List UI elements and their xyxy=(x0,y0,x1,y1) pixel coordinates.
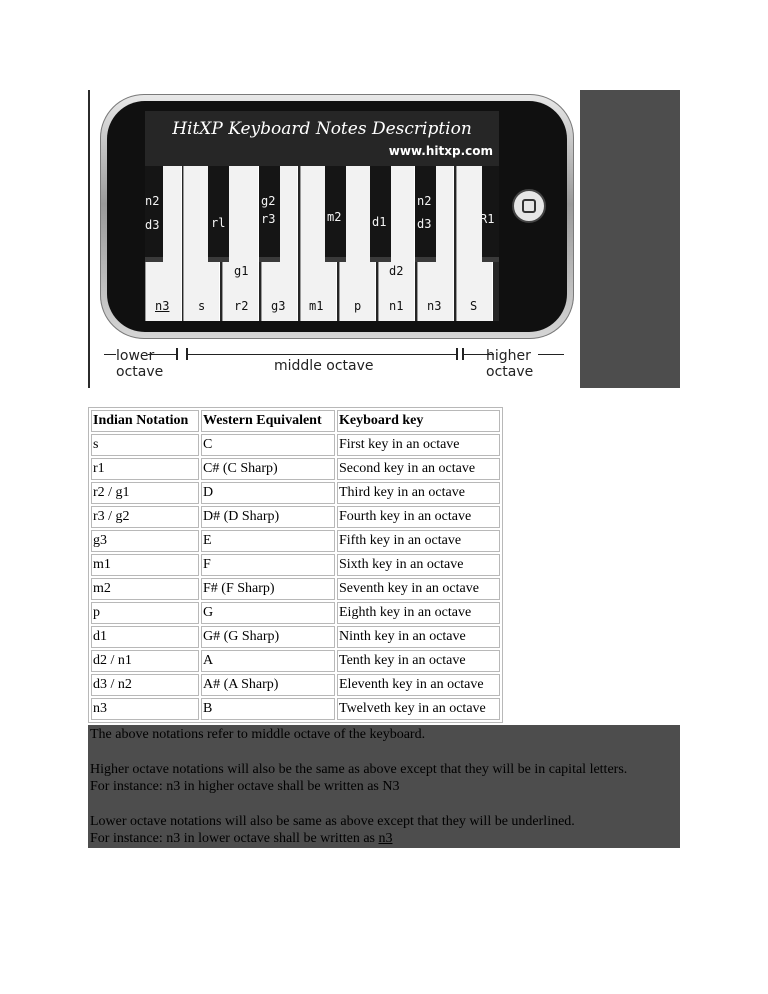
key-cell: Twelveth key in an octave xyxy=(337,698,500,720)
higher-octave-label: higher octave xyxy=(486,348,534,380)
figure-title: HitXP Keyboard Notes Description xyxy=(172,119,472,139)
note-lower-example: For instance: n3 in lower octave shall be written as n3 xyxy=(90,831,393,846)
indian-cell: g3 xyxy=(91,530,199,552)
western-cell: C# (C Sharp) xyxy=(201,458,335,480)
western-cell: G xyxy=(201,602,335,624)
gray-side-panel xyxy=(580,90,680,388)
table-row xyxy=(91,674,500,696)
western-cell: G# (G Sharp) xyxy=(201,626,335,648)
key-cell: Fifth key in an octave xyxy=(337,530,500,552)
phone-illustration xyxy=(100,94,574,339)
key-cell: Ninth key in an octave xyxy=(337,626,500,648)
keyboard-figure xyxy=(88,90,680,388)
column-header: Western Equivalent xyxy=(201,410,335,432)
table-row xyxy=(91,506,500,528)
western-cell: F xyxy=(201,554,335,576)
western-cell: A# (A Sharp) xyxy=(201,674,335,696)
indian-cell: p xyxy=(91,602,199,624)
indian-cell: d3 / n2 xyxy=(91,674,199,696)
note-higher-example: For instance: n3 in higher octave shall be written as N3 xyxy=(90,779,400,794)
ruler-line xyxy=(188,354,456,355)
note-lower-octave: Lower octave notations will also be same as above except that they will be underlined. xyxy=(90,814,575,829)
key-cell: Eleventh key in an octave xyxy=(337,674,500,696)
black-key xyxy=(325,166,346,262)
table-row xyxy=(91,458,500,480)
black-key xyxy=(259,166,280,262)
black-key-label: n2 xyxy=(417,194,432,208)
column-header: Keyboard key xyxy=(337,410,500,432)
western-cell: B xyxy=(201,698,335,720)
left-divider xyxy=(88,90,90,388)
lower-octave-label: lower octave xyxy=(116,348,164,380)
western-cell: F# (F Sharp) xyxy=(201,578,335,600)
table-row xyxy=(91,698,500,720)
white-key-label: p xyxy=(354,299,362,313)
black-key-label: d1 xyxy=(372,215,387,229)
figure-url: www.hitxp.com xyxy=(388,144,493,158)
white-key-label: n1 xyxy=(389,299,404,313)
table-row xyxy=(91,530,500,552)
key-cell: Seventh key in an octave xyxy=(337,578,500,600)
black-key-label: d3 xyxy=(145,218,160,232)
black-key-label: g2 xyxy=(261,194,276,208)
black-key xyxy=(145,166,163,262)
table-row xyxy=(91,554,500,576)
notation-table xyxy=(88,407,503,723)
indian-cell: d2 / n1 xyxy=(91,650,199,672)
western-cell: A xyxy=(201,650,335,672)
table-row xyxy=(91,434,500,456)
white-key-label: n3 xyxy=(427,299,442,313)
black-key-label: rl xyxy=(211,216,226,230)
table-row xyxy=(91,602,500,624)
western-cell: C xyxy=(201,434,335,456)
white-key-label: S xyxy=(470,299,478,313)
black-key-label: n2 xyxy=(145,194,160,208)
note-higher-octave: Higher octave notations will also be the same as above except that they will be in capital letters. xyxy=(90,762,628,777)
octave-ruler xyxy=(88,348,578,388)
black-key xyxy=(482,166,499,262)
white-key-label: s xyxy=(198,299,206,313)
white-key-label: m1 xyxy=(309,299,324,313)
ruler-tick xyxy=(176,348,178,360)
white-key-upper-label: d2 xyxy=(389,264,404,278)
table-row xyxy=(91,626,500,648)
key-cell: Sixth key in an octave xyxy=(337,554,500,576)
column-header: Indian Notation xyxy=(91,410,199,432)
indian-cell: m2 xyxy=(91,578,199,600)
indian-cell: m1 xyxy=(91,554,199,576)
note-middle-octave: The above notations refer to middle octave of the keyboard. xyxy=(90,727,426,742)
underlined-n3: n3 xyxy=(378,831,393,846)
key-cell: Second key in an octave xyxy=(337,458,500,480)
black-key xyxy=(208,166,229,262)
key-cell: Third key in an octave xyxy=(337,482,500,504)
phone-screen xyxy=(145,111,499,321)
middle-octave-label: middle octave xyxy=(274,358,374,374)
white-key-label: g3 xyxy=(271,299,286,313)
black-key-label: m2 xyxy=(327,210,342,224)
notes-panel xyxy=(88,725,680,848)
key-cell: First key in an octave xyxy=(337,434,500,456)
ruler-tick xyxy=(456,348,458,360)
ruler-line xyxy=(538,354,564,355)
key-cell: Fourth key in an octave xyxy=(337,506,500,528)
key-cell: Eighth key in an octave xyxy=(337,602,500,624)
table-header-row xyxy=(91,410,500,432)
black-key xyxy=(370,166,391,262)
western-cell: D xyxy=(201,482,335,504)
home-button-icon xyxy=(512,189,546,223)
black-key xyxy=(415,166,436,262)
black-key-label: R1 xyxy=(480,212,495,226)
white-key-label: n3 xyxy=(155,299,170,313)
table-row xyxy=(91,482,500,504)
indian-cell: r3 / g2 xyxy=(91,506,199,528)
ruler-line xyxy=(104,354,116,355)
white-key-label: r2 xyxy=(234,299,249,313)
indian-cell: s xyxy=(91,434,199,456)
black-key-label: d3 xyxy=(417,217,432,231)
white-key-upper-label: g1 xyxy=(234,264,249,278)
indian-cell: r2 / g1 xyxy=(91,482,199,504)
indian-cell: d1 xyxy=(91,626,199,648)
western-cell: D# (D Sharp) xyxy=(201,506,335,528)
key-cell: Tenth key in an octave xyxy=(337,650,500,672)
table-row xyxy=(91,578,500,600)
indian-cell: n3 xyxy=(91,698,199,720)
western-cell: E xyxy=(201,530,335,552)
black-key-label: r3 xyxy=(261,212,276,226)
indian-cell: r1 xyxy=(91,458,199,480)
table-row xyxy=(91,650,500,672)
